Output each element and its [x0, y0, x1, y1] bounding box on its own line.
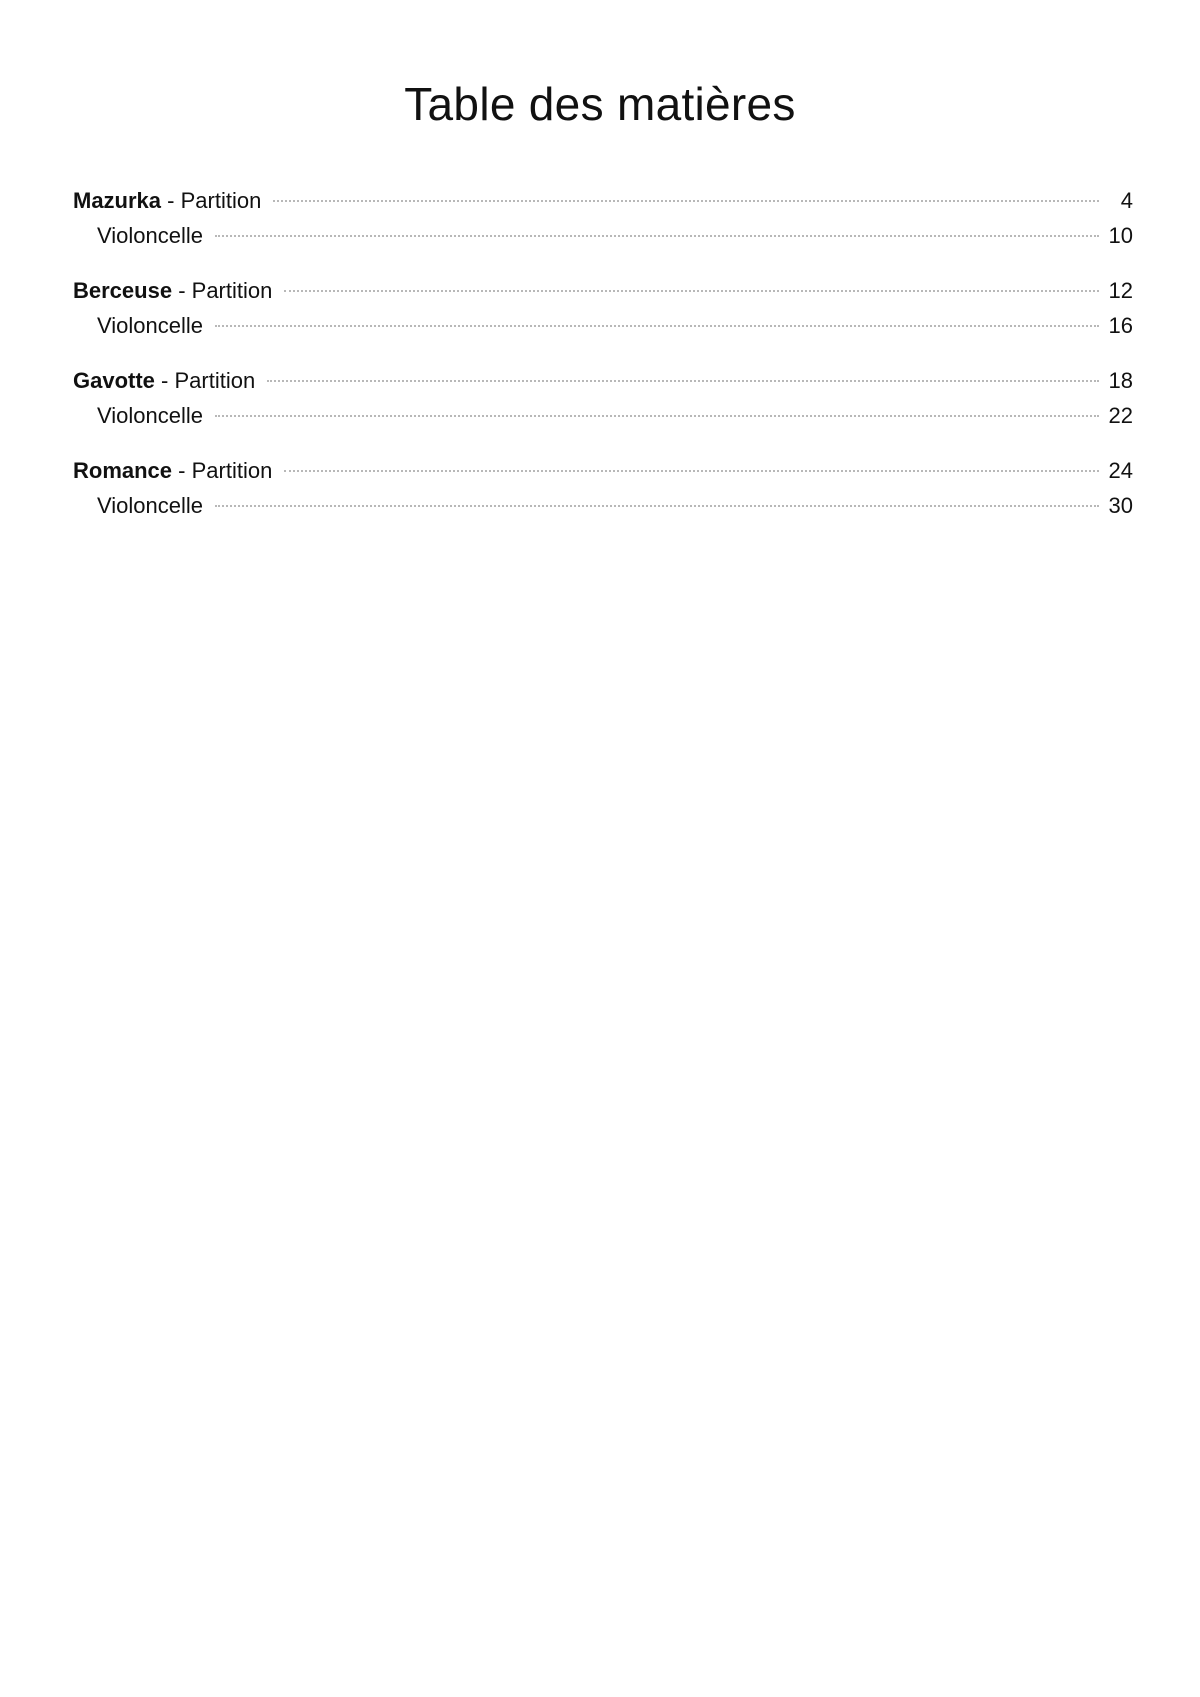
piece-title: Berceuse	[73, 278, 173, 303]
dot-leader	[273, 200, 1099, 202]
page-number: 18	[1108, 368, 1133, 393]
page-title: Table des matières	[404, 78, 796, 130]
toc-group-mazurka	[73, 183, 1133, 253]
dot-leader	[284, 470, 1099, 472]
toc-entry[interactable]	[73, 363, 1133, 398]
page-number: 24	[1108, 458, 1133, 483]
page-number: 10	[1108, 223, 1133, 248]
page-number: 16	[1108, 313, 1133, 338]
entry-type: Partition	[191, 278, 273, 303]
toc-entry-label	[73, 183, 261, 218]
toc-entry-label	[73, 363, 255, 398]
toc-group-berceuse	[73, 273, 1133, 343]
page-number: 12	[1108, 278, 1133, 303]
table-of-contents	[73, 183, 1133, 543]
toc-sub-entry-label: Violoncelle	[97, 223, 204, 248]
toc-entry[interactable]	[73, 273, 1133, 308]
page-number: 4	[1120, 188, 1133, 213]
piece-title: Romance	[73, 458, 173, 483]
toc-sub-entry-label: Violoncelle	[97, 313, 204, 338]
dot-leader	[215, 235, 1099, 237]
entry-type: Partition	[180, 188, 262, 213]
title-separator: -	[154, 368, 175, 393]
toc-sub-entry[interactable]	[73, 218, 1133, 253]
title-separator: -	[172, 458, 192, 483]
toc-sub-entry[interactable]	[73, 398, 1133, 433]
piece-title: Mazurka	[73, 188, 162, 213]
title-separator: -	[161, 188, 181, 213]
toc-entry-label	[73, 453, 272, 488]
dot-leader	[215, 415, 1099, 417]
dot-leader	[215, 505, 1099, 507]
page-number: 30	[1108, 493, 1133, 518]
toc-sub-entry[interactable]	[73, 488, 1133, 523]
title-separator: -	[172, 278, 192, 303]
dot-leader	[284, 290, 1099, 292]
toc-entry-label	[73, 273, 272, 308]
dot-leader	[215, 325, 1099, 327]
page-number: 22	[1108, 403, 1133, 428]
toc-sub-entry-label: Violoncelle	[97, 403, 204, 428]
piece-title: Gavotte	[73, 368, 155, 393]
toc-sub-entry[interactable]	[73, 308, 1133, 343]
entry-type: Partition	[174, 368, 256, 393]
toc-entry[interactable]	[73, 183, 1133, 218]
toc-sub-entry-label: Violoncelle	[97, 493, 204, 518]
toc-entry[interactable]	[73, 453, 1133, 488]
entry-type: Partition	[191, 458, 273, 483]
toc-group-romance	[73, 453, 1133, 523]
toc-group-gavotte	[73, 363, 1133, 433]
dot-leader	[267, 380, 1099, 382]
